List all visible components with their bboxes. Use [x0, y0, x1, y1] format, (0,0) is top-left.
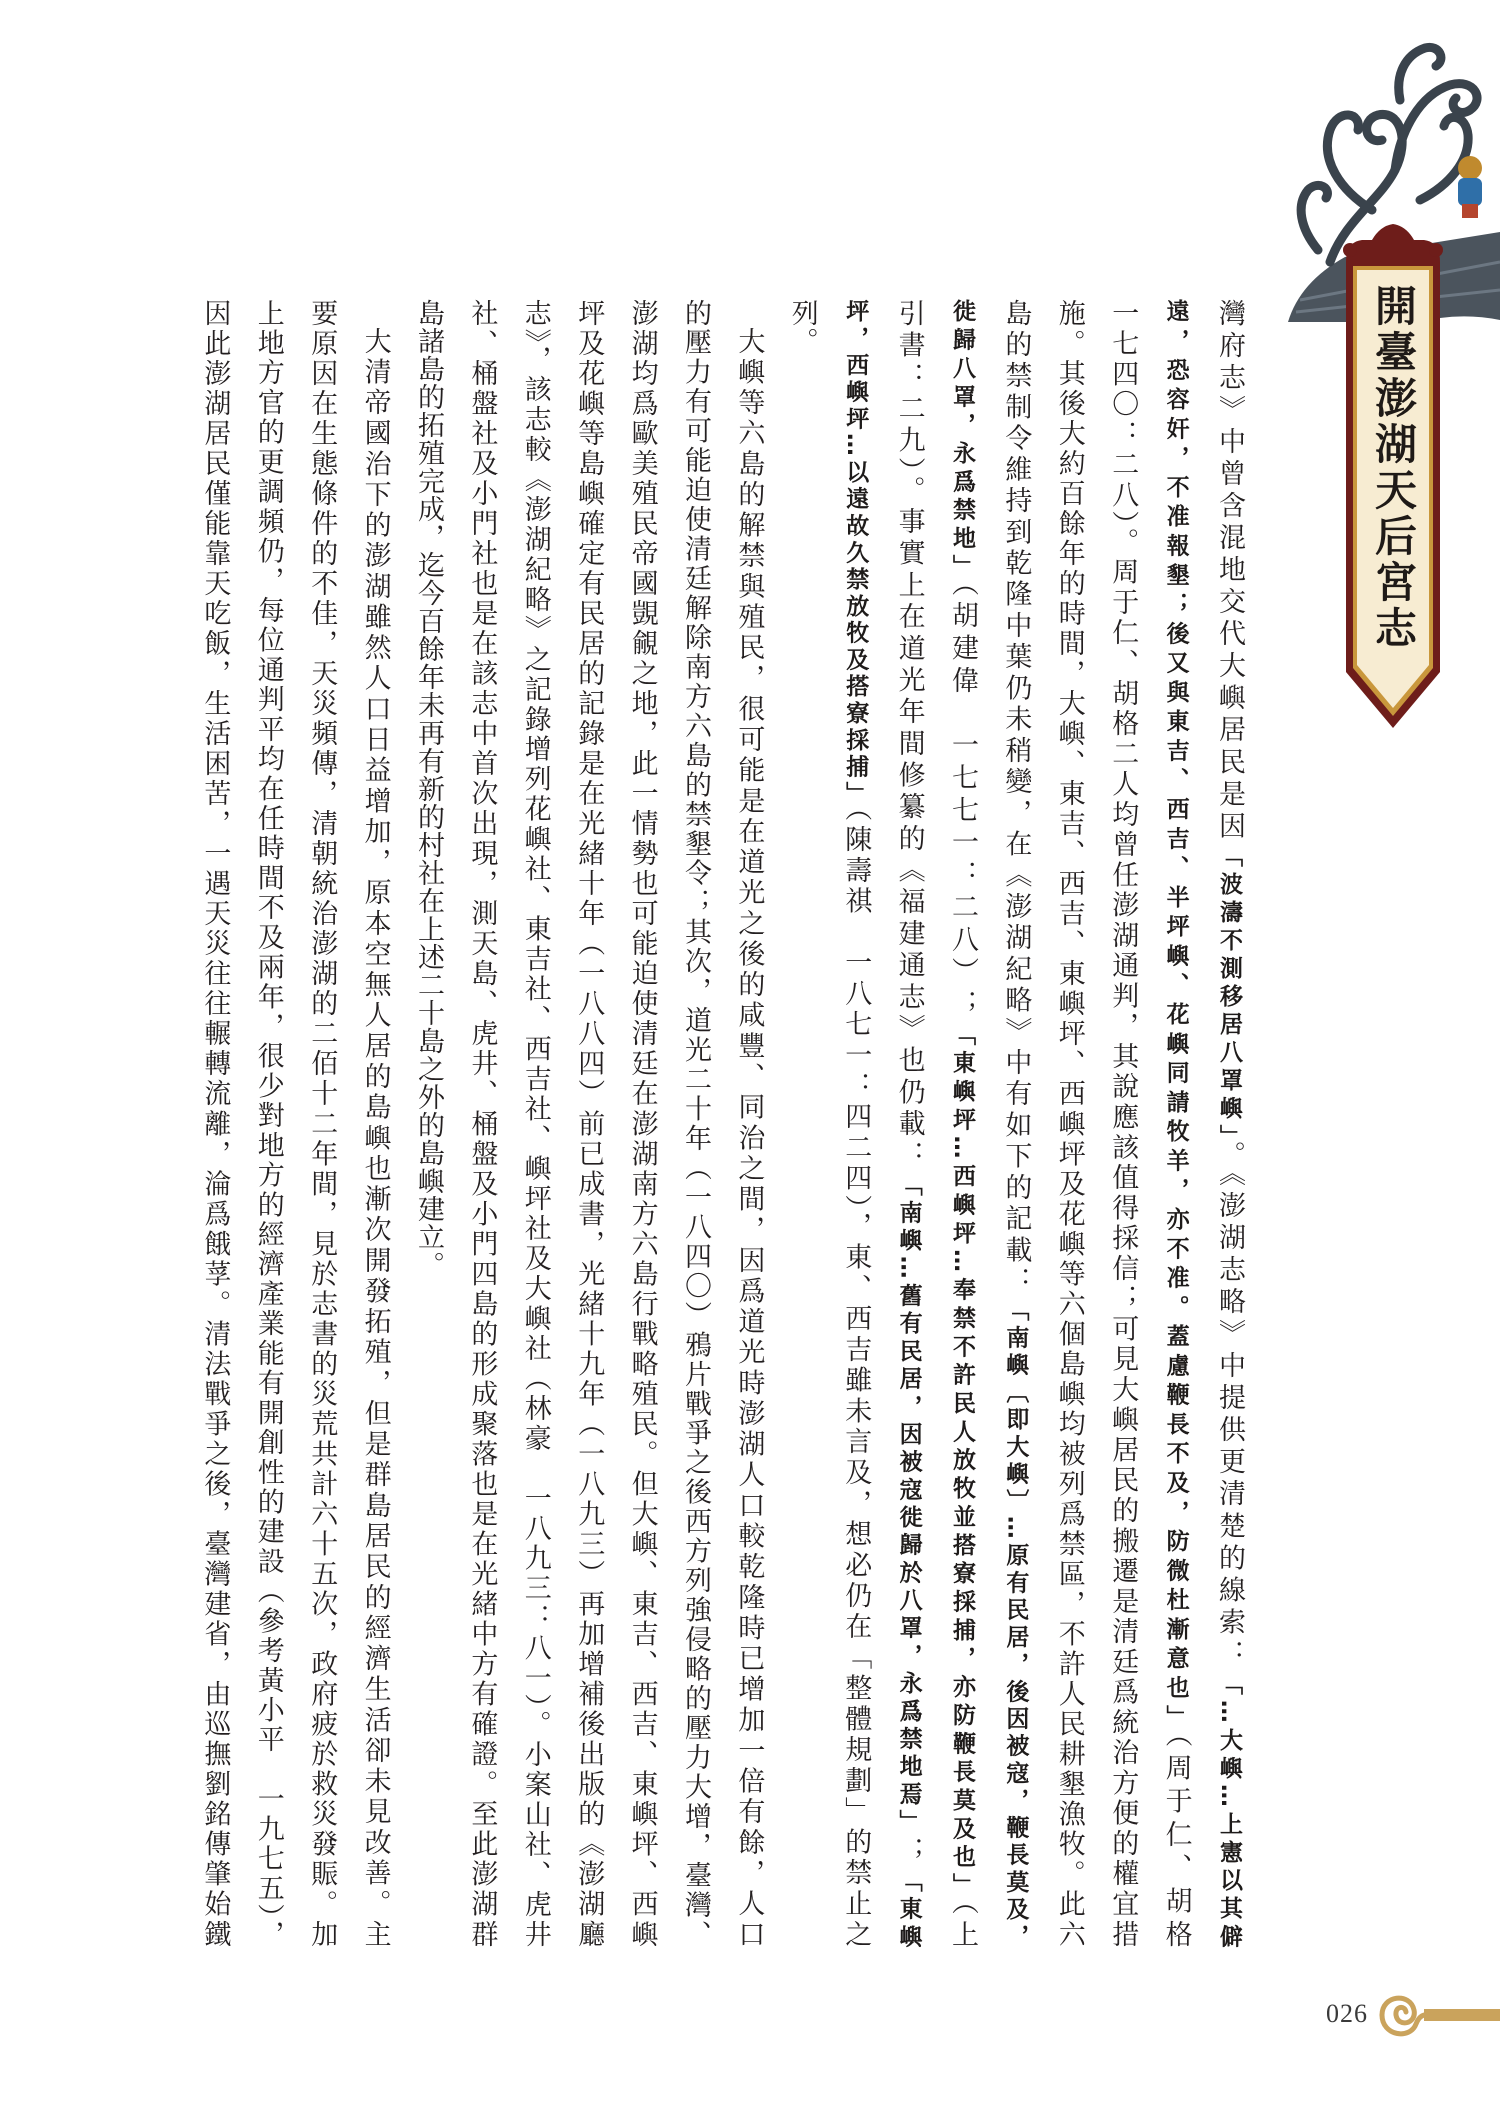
- quoted-text: 徙歸八罩，永爲禁地」: [949, 299, 975, 583]
- quoted-text: 「波濤不測移居八罩嶼」: [1216, 843, 1242, 1141]
- text-column: [942, 299, 982, 1947]
- quoted-text: 「東嶼: [895, 1863, 922, 1948]
- body-text: （周于仁、胡格: [1160, 1733, 1192, 1948]
- body-text: 要原因在生態條件的不佳，天災頻傳，清朝統治澎湖的二佰十二年間，見於志書的災荒共計六十五次，政府疲於救災發賑。加: [306, 299, 338, 1947]
- body-text: 灣府志》中曾含混地交代大嶼居民是因: [1214, 299, 1245, 844]
- text-column: [1049, 299, 1089, 1947]
- text-column: [675, 299, 715, 1947]
- quoted-text: 坪，西嶼坪…以遠故久禁放牧及搭寮採捕」: [842, 299, 869, 808]
- text-column: [408, 299, 448, 1947]
- body-text: 。《澎湖志略》中提供更清楚的線索：: [1214, 1140, 1245, 1672]
- body-text: 社、桶盤社及小門社也是在該志中首次出現，測天島、虎井、桶盤及小門四島的形成聚落也是在光緒中方有確證。至此澎湖群: [466, 299, 498, 1947]
- text-column: [194, 299, 234, 1947]
- body-text: 大清帝國治下的澎湖雖然人口日益增加，原本空無人居的島嶼也漸次開發拓殖，但是群島居民的經濟生活卻未見改善。主: [359, 327, 391, 1947]
- body-text: 施。其後大約百餘年的時間，大嶼、東吉、西吉、東嶼坪、西嶼坪及花嶼等六個島嶼均被列爲禁區，不許人民耕墾漁牧。此六: [1053, 299, 1085, 1947]
- page-number: 026: [1326, 1999, 1368, 2028]
- text-column: [728, 299, 768, 1947]
- text-column: [461, 299, 501, 1947]
- quoted-text: 「…大嶼…上憲以其僻: [1216, 1671, 1242, 1948]
- text-column: [568, 299, 608, 1947]
- quoted-text: 「南嶼…舊有民居，因被寇徙歸於八罩，永爲禁地焉」: [895, 1172, 922, 1837]
- text-column: [835, 299, 875, 1947]
- body-text: 島的禁制令維持到乾隆中葉仍未稍變，在《澎湖紀略》中有如下的記載：: [1000, 299, 1032, 1298]
- text-column: [301, 299, 341, 1947]
- text-column: [1102, 299, 1142, 1947]
- quoted-text: 「南嶼〔即大嶼〕…原有民居，後因被寇，鞭長莫及，: [1002, 1297, 1029, 1948]
- body-text: ；: [893, 1836, 925, 1864]
- body-text: 大嶼等六島的解禁與殖民，很可能是在道光之後的咸豐、同治之間，因爲道光時澎湖人口較乾隆時已增加一倍有餘，人口: [733, 327, 765, 1947]
- text-column: [1156, 299, 1196, 1947]
- body-text: 引書：二九）。事實上在道光年間修纂的《福建通志》也仍載：: [893, 299, 925, 1173]
- body-text: 島諸島的拓殖完成，迄今百餘年未再有新的村社在上述二十島之外的島嶼建立。: [413, 299, 444, 1279]
- body-text: 上地方官的更調頻仍，每位通判平均在任時間不及兩年，很少對地方的經濟產業能有開創性的建設（參考黃小平 一九七五），: [252, 299, 284, 1947]
- text-column: [995, 299, 1035, 1947]
- body-text: 一七四〇：二八）。周于仁、胡格二人均曾任澎湖通判，其說應該值得採信；可見大嶼居民的搬遷是清廷爲統治方便的權宜措: [1107, 299, 1139, 1947]
- body-text: 志》，該志較《澎湖紀略》之記錄增列花嶼社、東吉社、西吉社、嶼坪社及大嶼社（林豪 一八九三：八一）。小案山社、虎井: [519, 299, 551, 1947]
- quoted-text: 「東嶼坪…西嶼坪…奉禁不許民人放牧並搭寮採捕，亦防鞭長莫及也」: [949, 1016, 975, 1902]
- text-column: [515, 299, 555, 1947]
- body-text: （胡建偉 一七七一：二八）；: [947, 582, 978, 1017]
- body-text: 的壓力有可能迫使清廷解除南方六島的禁墾令；其次，道光二十年（一八四〇）鴉片戰爭之後西方列強侵略的壓力大增，臺灣、: [680, 299, 711, 1947]
- text-column: [1209, 299, 1249, 1947]
- body-text: （陳壽祺 一八七一：四二四），東、西吉雖未言及，想必仍在「整體規劃」的禁止之: [840, 807, 872, 1948]
- quoted-text: 遠，恐容奸，不准報墾；後又與東吉、西吉、半坪嶼、花嶼同請牧羊，亦不准。蓋慮鞭長不及，防微杜漸意也」: [1162, 299, 1189, 1734]
- body-text: 澎湖均爲歐美殖民帝國覬覦之地，此一情勢也可能迫使清廷在澎湖南方六島行戰略殖民。但大嶼、東吉、西吉、東嶼坪、西嶼: [626, 299, 658, 1947]
- text-column: [622, 299, 662, 1947]
- book-title: 開臺澎湖天后宮志: [1369, 284, 1418, 652]
- text-column: [782, 299, 822, 1947]
- text-column: [889, 299, 929, 1947]
- body-text: 坪及花嶼等島嶼確定有民居的記錄是在光緒十年（一八八四）前已成書，光緒十九年（一八九三）再加增補後出版的《澎湖廳: [573, 299, 605, 1947]
- text-column: [355, 299, 395, 1947]
- text-column: [248, 299, 288, 1947]
- body-text: （上: [947, 1901, 978, 1948]
- body-text: 列。: [786, 299, 818, 355]
- body-text: 因此澎湖居民僅能靠天吃飯，生活困苦，一遇天災往往輾轉流離，淪爲餓莩。清法戰爭之後，臺灣建省，由巡撫劉銘傳肇始鐵: [199, 299, 231, 1947]
